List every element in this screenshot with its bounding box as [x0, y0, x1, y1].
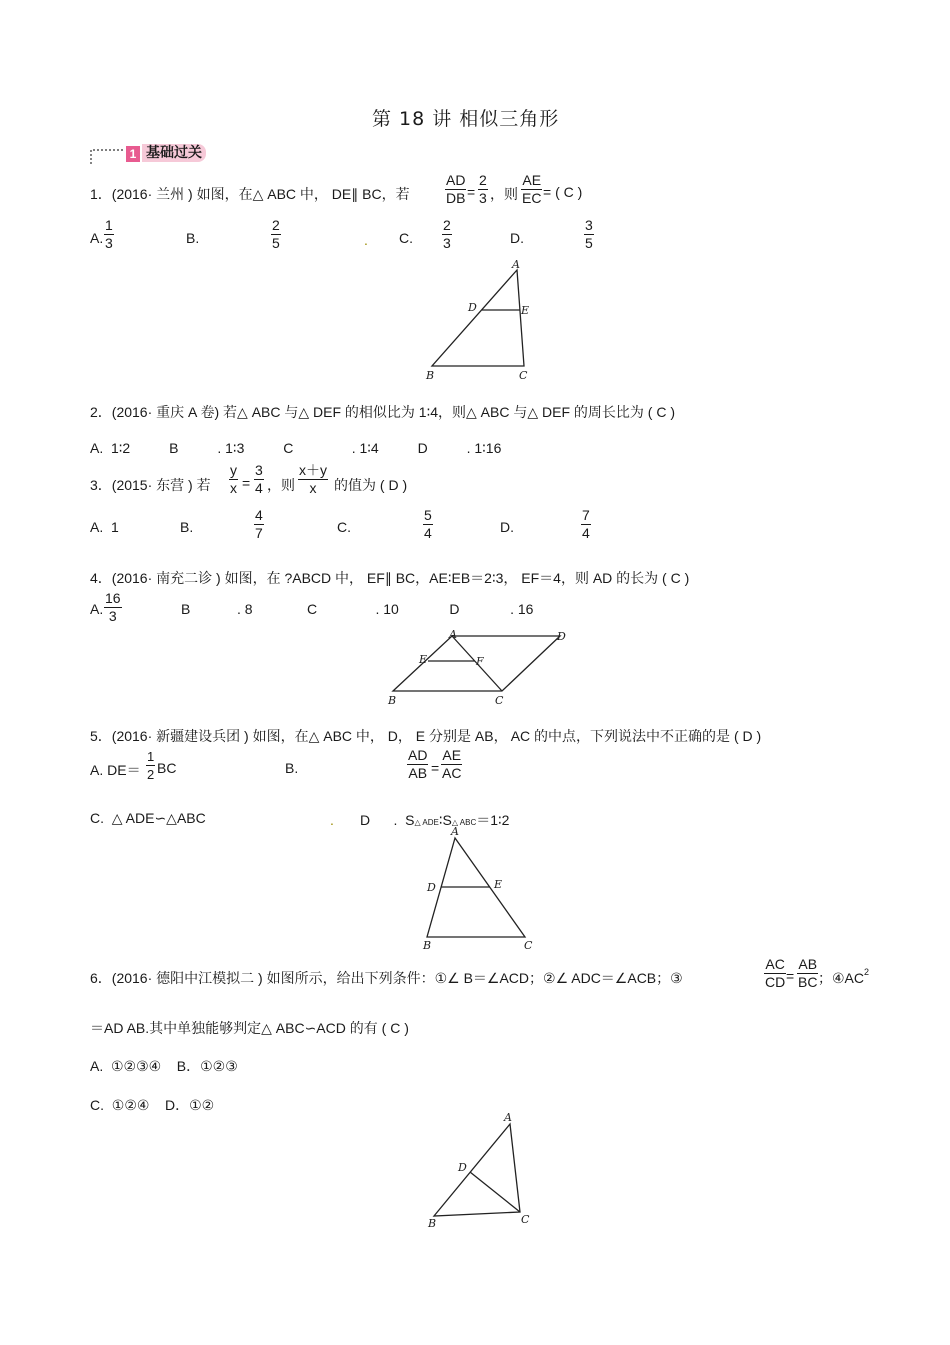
section-badge: [88, 142, 228, 166]
q3-stem-a: 3．(2015· 东营 ) 若: [90, 477, 211, 493]
q6-options-cd: C. ①②④ D．①②: [90, 1097, 215, 1113]
q1-label-C: C: [519, 369, 528, 382]
q5-optD-sub2: △ ABC: [451, 818, 477, 827]
q4-options-rest: B . 8 C . 10 D . 16: [181, 601, 534, 617]
q1-stem-b: ，则: [490, 186, 518, 202]
q4-optA-frac: [104, 590, 122, 625]
q1-optC-den: 3: [443, 235, 451, 251]
q1-optA-num: 1: [105, 217, 113, 233]
page-title: 第 18 讲 相似三角形: [372, 108, 560, 130]
q5-optB-f1-num: AD: [408, 747, 428, 763]
q6-label-C: C: [521, 1213, 530, 1226]
q6-f2-num: AB: [798, 956, 818, 972]
q1-f1-den: DB: [446, 190, 466, 206]
q3-optB-frac: [254, 507, 264, 542]
q5-optD-mid: ∶S: [438, 812, 452, 828]
q5-optB-f1-den: AB: [408, 765, 428, 781]
q1-label-B: B: [426, 369, 435, 382]
q6-label-D: D: [458, 1161, 467, 1174]
q3-stem-c: 的值为 ( D ): [334, 477, 408, 493]
q3-optD-frac: [581, 507, 591, 542]
q1-optD-frac: [584, 217, 594, 252]
q1-optB-label: B.: [186, 230, 200, 246]
q6-label-B: B: [428, 1217, 437, 1230]
q3-frac-3-4: [254, 462, 264, 497]
q3-stem-b: ，则: [267, 477, 295, 493]
q1-label-E: E: [521, 304, 530, 317]
q3-optC-den: 4: [424, 525, 432, 541]
q4-stem: 4．(2016· 南充二诊 ) 如图，在 ?ABCD 中， EF∥ BC，AE∶EB＝2∶3， EF＝4，则 AD 的长为 ( C ): [90, 570, 690, 586]
q5-label-C: C: [524, 939, 533, 952]
q4-optA-label: A.: [90, 601, 104, 617]
q5-label-B: B: [423, 939, 432, 952]
q6-stem-c: ＝AD AB.其中单独能够判定△ ABC∽ACD 的有 ( C ): [90, 1020, 409, 1036]
q4-optA-num: 16: [105, 590, 121, 606]
q3-optD-den: 4: [582, 525, 590, 541]
q6-triangle-figure: [422, 1110, 542, 1232]
q6-frac-ac-cd: [764, 956, 786, 991]
q3-optD-num: 7: [582, 507, 590, 523]
q3-optB-label: B.: [180, 519, 194, 535]
q3-optC-frac: [423, 507, 433, 542]
section-label: 基础过关: [142, 144, 206, 162]
q1-f1-num: AD: [446, 172, 466, 188]
q4-label-B: B: [388, 694, 397, 707]
q5-optD-post: ＝1∶2: [476, 812, 510, 828]
q3-f3-den: x: [309, 480, 317, 496]
q1-optD-label: D.: [510, 230, 524, 246]
stray-dot: .: [364, 232, 368, 248]
q1-optB-frac: [271, 217, 281, 252]
q3-f2-num: 3: [255, 462, 263, 478]
q1-optA-den: 3: [105, 235, 113, 251]
q5-optA-num: 1: [147, 749, 155, 764]
q3-f2-den: 4: [255, 480, 263, 496]
q3-optC-num: 5: [424, 507, 432, 523]
q1-f2-num: 2: [479, 172, 487, 188]
q3-f3-num: x＋y: [299, 462, 327, 478]
q3-frac-y-x: [229, 462, 238, 497]
q6-frac-ab-bc: [797, 956, 818, 991]
q1-frac-ad-db: [445, 172, 466, 207]
q6-f2-den: BC: [798, 974, 818, 990]
q6-stem-b: ；④AC: [818, 970, 864, 986]
q3-frac-xy-x: [298, 462, 328, 497]
q1-optD-num: 3: [585, 217, 593, 233]
q1-optC-num: 2: [443, 217, 451, 233]
q6-superscript: 2: [864, 967, 870, 977]
q6-options-ab: A. ①②③④ B．①②③: [90, 1058, 238, 1074]
q4-label-D: D: [557, 630, 566, 643]
q5-optB-f2-num: AE: [442, 747, 462, 763]
q3-optB-num: 4: [255, 507, 263, 523]
q1-triangle-figure: [420, 258, 540, 384]
q4-label-E: E: [419, 653, 428, 666]
q6-stem-b-wrap: [818, 968, 869, 988]
q2-options: A. 1∶2 B . 1∶3 C . 1∶4 D . 1∶16: [90, 440, 502, 456]
stray-dot-2: .: [330, 812, 334, 828]
q1-optA-label: A.: [90, 230, 104, 246]
q6-f1-num: AC: [765, 956, 785, 972]
q3-optB-den: 7: [255, 525, 263, 541]
q1-label-D: D: [468, 301, 477, 314]
q1-f3-den: EC: [522, 190, 542, 206]
q6-f1-den: CD: [765, 974, 786, 990]
q5-optC: C. △ ADE∽△ABC: [90, 810, 206, 826]
q2-stem: 2．(2016· 重庆 A 卷) 若△ ABC 与△ DEF 的相似比为 1∶4，则△ ABC 与△ DEF 的周长比为 ( C ): [90, 404, 676, 420]
q5-optB-frac1: [407, 747, 428, 782]
q3-optD-label: D.: [500, 519, 514, 535]
q1-f3-num: AE: [522, 172, 542, 188]
q5-label-A: A: [451, 826, 459, 838]
q5-optA-den: 2: [147, 767, 155, 782]
q5-triangle-figure: [418, 826, 543, 952]
q5-optB-f2-den: AC: [442, 765, 462, 781]
q5-stem: 5．(2016· 新疆建设兵团 ) 如图，在△ ABC 中， D， E 分别是 AB， AC 的中点，下列说法中不正确的是 ( D ): [90, 728, 762, 744]
q5-optD-pre: D . S: [360, 812, 415, 828]
q1-stem-c: = ( C ): [543, 184, 583, 200]
q4-label-C: C: [495, 694, 504, 707]
q5-optD-sub1: △ ADE: [414, 818, 439, 827]
q4-label-A: A: [449, 628, 457, 641]
q5-optA-pre: A. DE＝: [90, 762, 141, 778]
q5-label-D: D: [427, 881, 436, 894]
q3-optC-label: C.: [337, 519, 351, 535]
q4-optA-den: 3: [108, 608, 117, 624]
q5-optB-frac2: [441, 747, 462, 782]
q1-eq1: =: [467, 184, 476, 200]
q1-f2-den: 3: [479, 190, 487, 206]
q3-eq: =: [242, 475, 251, 491]
q1-optC-frac: [442, 217, 452, 252]
q3-f1-den: x: [230, 480, 237, 496]
q4-label-F: F: [476, 655, 484, 668]
q1-frac-2-3: [478, 172, 488, 207]
q6-label-A: A: [504, 1111, 512, 1124]
q1-frac-ae-ec: [521, 172, 542, 207]
q4-parallelogram-figure: [385, 627, 575, 707]
q3-optA: A. 1: [90, 519, 119, 535]
q1-optA-frac: [104, 217, 114, 252]
q5-optB-eq: =: [431, 760, 440, 776]
q5-optB-label: B.: [285, 760, 299, 776]
q1-optB-den: 5: [272, 235, 280, 251]
q3-f1-num: y: [230, 462, 237, 478]
q5-optA-frac: [146, 748, 155, 783]
q1-optB-num: 2: [272, 217, 280, 233]
q6-stem-a: 6．(2016· 德阳中江模拟二 ) 如图所示，给出下列条件：①∠ B＝∠ACD；②∠ ADC＝∠ACB；③: [90, 970, 683, 986]
q1-optC-label: C.: [399, 230, 413, 246]
q1-stem-a: 1．(2016· 兰州 ) 如图，在△ ABC 中， DE∥ BC，若: [90, 186, 410, 202]
q5-optA-post: BC: [157, 760, 177, 776]
dotted-corner-decoration: [88, 142, 126, 166]
q1-label-A: A: [512, 258, 520, 271]
q1-optD-den: 5: [585, 235, 593, 251]
q5-label-E: E: [494, 878, 503, 891]
section-number: 1: [126, 146, 140, 162]
q6-eq: =: [786, 968, 795, 984]
